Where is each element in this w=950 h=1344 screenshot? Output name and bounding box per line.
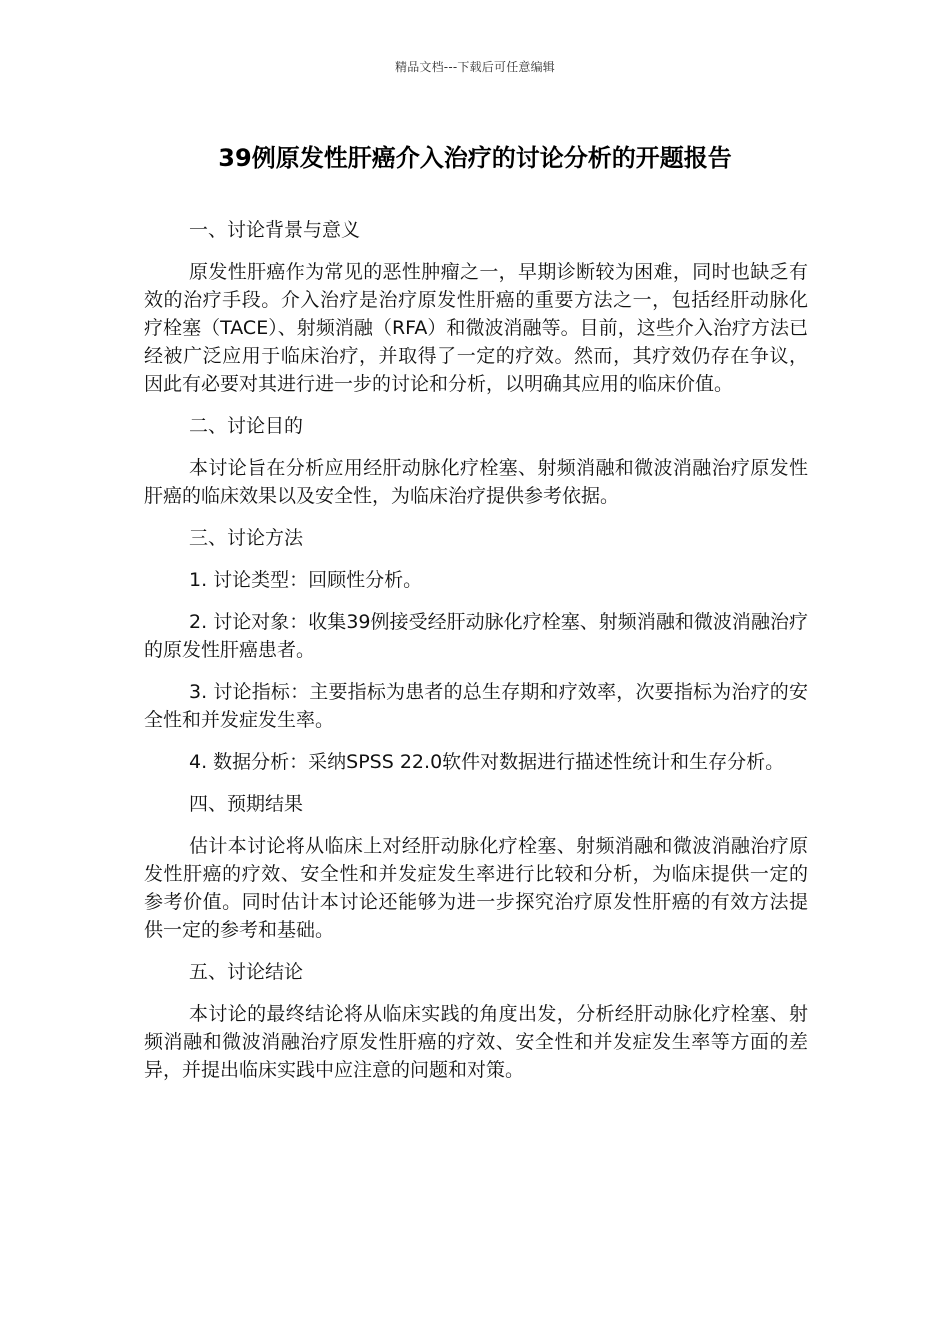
document-body <box>144 216 808 1098</box>
document-title: 39例原发性肝癌介入治疗的讨论分析的开题报告 <box>218 144 732 172</box>
section-heading-background: 一、讨论背景与意义 <box>189 219 361 241</box>
section-heading-expected-results: 四、预期结果 <box>189 793 304 815</box>
method-item-analysis: 4. 数据分析：采纳SPSS 22.0软件对数据进行描述性统计和生存分析。 <box>189 751 785 773</box>
section-heading-purpose: 二、讨论目的 <box>189 415 304 437</box>
method-item-indicators: 3. 讨论指标：主要指标为患者的总生存期和疗效率，次要指标为治疗的安全性和并发症发生率。 <box>144 681 808 731</box>
paragraph-expected-results: 估计本讨论将从临床上对经肝动脉化疗栓塞、射频消融和微波消融治疗原发性肝癌的疗效、安全性和并发症发生率进行比较和分析，为临床提供一定的参考价值。同时估计本讨论还能够为进一步探究治疗原发性肝癌的有效方法提供一定的参考和基础。 <box>144 835 808 941</box>
section-heading-methods: 三、讨论方法 <box>189 527 304 549</box>
section-heading-conclusion: 五、讨论结论 <box>189 961 304 983</box>
paragraph-conclusion: 本讨论的最终结论将从临床实践的角度出发，分析经肝动脉化疗栓塞、射频消融和微波消融治疗原发性肝癌的疗效、安全性和并发症发生率等方面的差异，并提出临床实践中应注意的问题和对策。 <box>144 1003 808 1081</box>
paragraph-purpose: 本讨论旨在分析应用经肝动脉化疗栓塞、射频消融和微波消融治疗原发性肝癌的临床效果以及安全性，为临床治疗提供参考依据。 <box>144 457 808 507</box>
header-note: 精品文档---下载后可任意编辑 <box>395 60 555 74</box>
method-item-subjects: 2. 讨论对象：收集39例接受经肝动脉化疗栓塞、射频消融和微波消融治疗的原发性肝癌患者。 <box>144 611 808 661</box>
paragraph-background: 原发性肝癌作为常见的恶性肿瘤之一，早期诊断较为困难，同时也缺乏有效的治疗手段。介入治疗是治疗原发性肝癌的重要方法之一，包括经肝动脉化疗栓塞（TACE）、射频消融（RFA）和微波消融等。目前，这些介入治疗方法已经被广泛应用于临床治疗，并取得了一定的疗效。然而，其疗效仍存在争议，因此有必要对其进行进一步的讨论和分析，以明确其应用的临床价值。 <box>144 261 808 395</box>
method-item-type: 1. 讨论类型：回顾性分析。 <box>189 569 423 591</box>
